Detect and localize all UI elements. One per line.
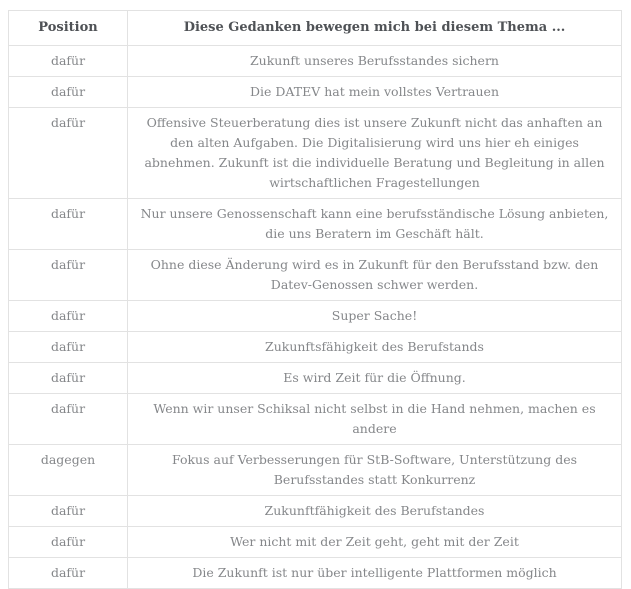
comment-cell: Zukunftsfähigkeit des Berufstands [128, 332, 622, 363]
table-row [9, 46, 622, 77]
comment-cell: Die Zukunft ist nur über intelligente Plattformen möglich [128, 558, 622, 589]
position-cell: dafür [9, 46, 128, 77]
position-cell: dafür [9, 77, 128, 108]
comment-cell: Super Sache! [128, 301, 622, 332]
position-cell: dafür [9, 527, 128, 558]
table-row [9, 558, 622, 589]
table-row [9, 199, 622, 250]
comment-cell: Wenn wir unser Schiksal nicht selbst in die Hand nehmen, machen es andere [128, 394, 622, 445]
position-cell: dafür [9, 558, 128, 589]
position-cell: dafür [9, 332, 128, 363]
table-row [9, 108, 622, 199]
position-cell: dafür [9, 496, 128, 527]
comment-cell: Wer nicht mit der Zeit geht, geht mit der Zeit [128, 527, 622, 558]
table-row [9, 363, 622, 394]
table-row [9, 394, 622, 445]
table-row [9, 301, 622, 332]
comment-cell: Zukunft unseres Berufsstandes sichern [128, 46, 622, 77]
opinions-table [8, 10, 622, 589]
table-row [9, 77, 622, 108]
comment-cell: Nur unsere Genossenschaft kann eine berufsständische Lösung anbieten, die uns Beratern im Geschäft hält. [128, 199, 622, 250]
position-cell: dafür [9, 394, 128, 445]
comment-cell: Fokus auf Verbesserungen für StB-Software, Unterstützung des Berufsstandes statt Konkurrenz [128, 445, 622, 496]
position-cell: dagegen [9, 445, 128, 496]
table-header-row [9, 11, 622, 46]
position-cell: dafür [9, 108, 128, 199]
table-row [9, 332, 622, 363]
comment-cell: Ohne diese Änderung wird es in Zukunft für den Berufsstand bzw. den Datev-Genossen schwer werden. [128, 250, 622, 301]
position-cell: dafür [9, 301, 128, 332]
column-header-position: Position [9, 11, 128, 46]
position-cell: dafür [9, 199, 128, 250]
table-row [9, 445, 622, 496]
comment-cell: Die DATEV hat mein vollstes Vertrauen [128, 77, 622, 108]
comment-cell: Es wird Zeit für die Öffnung. [128, 363, 622, 394]
position-cell: dafür [9, 363, 128, 394]
table-row [9, 250, 622, 301]
table-row [9, 496, 622, 527]
column-header-thoughts: Diese Gedanken bewegen mich bei diesem Thema ... [128, 11, 622, 46]
position-cell: dafür [9, 250, 128, 301]
comment-cell: Zukunftfähigkeit des Berufstandes [128, 496, 622, 527]
comment-cell: Offensive Steuerberatung dies ist unsere Zukunft nicht das anhaften an den alten Aufgaben. Die Digitalisierung wird uns hier eh einiges abnehmen. Zukunft ist die individuelle Beratung und Begleitung in allen wirtschaftlichen Fragestellungen [128, 108, 622, 199]
